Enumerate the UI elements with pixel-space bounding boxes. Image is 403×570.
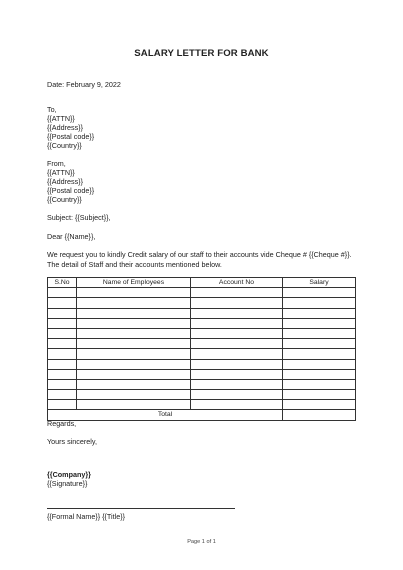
table-cell	[191, 390, 283, 400]
table-row	[48, 349, 356, 359]
table-cell	[283, 390, 356, 400]
total-label: Total	[48, 410, 283, 420]
table-cell	[191, 369, 283, 379]
table-row	[48, 328, 356, 338]
table-cell	[191, 339, 283, 349]
page-title: SALARY LETTER FOR BANK	[134, 48, 269, 59]
from-address: {{Address}}	[47, 177, 83, 186]
table-cell	[191, 328, 283, 338]
page-footer: Page 1 of 1	[187, 539, 216, 545]
table-cell	[283, 328, 356, 338]
table-cell	[48, 308, 77, 318]
table-cell	[283, 308, 356, 318]
table-cell	[48, 288, 77, 298]
table-cell	[77, 298, 191, 308]
table-cell	[283, 400, 356, 410]
table-cell	[77, 339, 191, 349]
table-cell	[283, 288, 356, 298]
table-cell	[77, 288, 191, 298]
formal-name-line: {{Formal Name}} {{Title}}	[47, 512, 126, 521]
col-header-sno: S.No	[48, 278, 77, 288]
table-cell	[77, 400, 191, 410]
salutation: Dear {{Name}},	[47, 232, 96, 241]
table-cell	[77, 308, 191, 318]
from-attn: {{ATTN}}	[47, 168, 75, 177]
table-cell	[48, 390, 77, 400]
to-postal-code: {{Postal code}}	[47, 132, 95, 141]
table-cell	[48, 400, 77, 410]
table-cell	[191, 318, 283, 328]
from-postal-code: {{Postal code}}	[47, 186, 95, 195]
to-attn: {{ATTN}}	[47, 114, 75, 123]
table-cell	[77, 318, 191, 328]
table-cell	[48, 349, 77, 359]
table-cell	[77, 369, 191, 379]
table-cell	[191, 349, 283, 359]
table-cell	[191, 400, 283, 410]
table-cell	[283, 298, 356, 308]
to-address: {{Address}}	[47, 123, 83, 132]
subject-line: Subject: {{Subject}},	[47, 213, 111, 222]
closing-line: Yours sincerely,	[47, 437, 97, 446]
table-row	[48, 359, 356, 369]
table-cell	[48, 379, 77, 389]
table-cell	[283, 359, 356, 369]
table-row	[48, 318, 356, 328]
table-row	[48, 390, 356, 400]
table-header-row	[48, 278, 356, 288]
table-row	[48, 288, 356, 298]
table-row	[48, 400, 356, 410]
from-label: From,	[47, 159, 66, 168]
table-cell	[191, 308, 283, 318]
company-name: {{Company}}	[47, 470, 91, 479]
table-cell	[48, 339, 77, 349]
table-cell	[283, 318, 356, 328]
col-header-name: Name of Employees	[77, 278, 191, 288]
table-cell	[48, 328, 77, 338]
date-line: Date: February 9, 2022	[47, 80, 121, 89]
to-country: {{Country}}	[47, 141, 82, 150]
table-cell	[48, 318, 77, 328]
table-row	[48, 369, 356, 379]
table-cell	[77, 379, 191, 389]
table-cell	[77, 328, 191, 338]
table-cell	[283, 339, 356, 349]
staff-table	[47, 277, 356, 421]
table-cell	[77, 349, 191, 359]
table-cell	[77, 390, 191, 400]
table-cell	[283, 349, 356, 359]
table-cell	[48, 369, 77, 379]
table-cell	[191, 288, 283, 298]
table-cell	[191, 359, 283, 369]
table-row	[48, 308, 356, 318]
regards-line: Regards,	[47, 419, 77, 428]
signature-rule	[47, 508, 235, 509]
total-value-cell	[283, 410, 356, 420]
table-cell	[48, 298, 77, 308]
table-cell	[191, 379, 283, 389]
table-cell	[283, 369, 356, 379]
total-row	[48, 410, 356, 420]
table-row	[48, 298, 356, 308]
table-body	[48, 288, 356, 410]
body-paragraph: We request you to kindly Credit salary of our staff to their accounts vide Cheque # {{Cheque #}}. The detail of Staff and their accounts mentioned below.	[47, 250, 352, 269]
table-row	[48, 379, 356, 389]
signature-placeholder: {{Signature}}	[47, 479, 88, 488]
table-cell	[77, 359, 191, 369]
from-country: {{Country}}	[47, 195, 82, 204]
table-cell	[48, 359, 77, 369]
table-cell	[283, 379, 356, 389]
col-header-salary: Salary	[283, 278, 356, 288]
col-header-account: Account No	[191, 278, 283, 288]
table-cell	[191, 298, 283, 308]
to-label: To,	[47, 105, 57, 114]
table-row	[48, 339, 356, 349]
